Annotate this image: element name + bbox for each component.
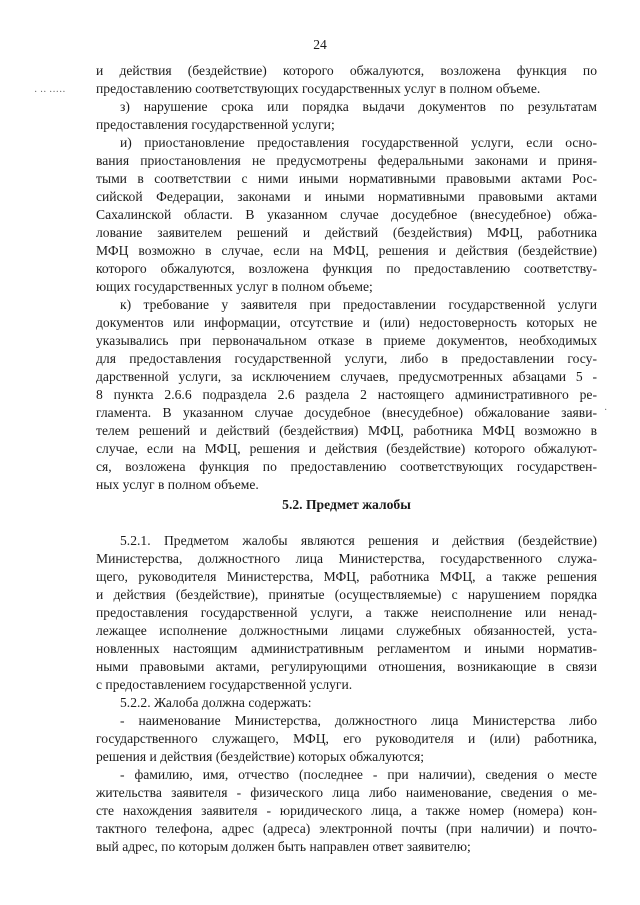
- text-line: з) нарушение срока или порядка выдачи документов по результатам: [120, 99, 597, 114]
- page-number: 24: [313, 37, 327, 52]
- text-line: тактного телефона, адрес (адреса) электронной почты (при наличии) и почто-: [96, 821, 597, 836]
- text-line: телем решений и действий (бездействия) МФЦ, работника МФЦ возможно в: [96, 423, 597, 438]
- text-line: 8 пункта 2.6.6 подраздела 2.6 раздела 2 настоящего административного ре-: [96, 387, 597, 402]
- text-line: щего, руководителя Министерства, МФЦ, работника МФЦ, а также решения: [96, 569, 597, 584]
- text-line: предоставления государственной услуги, а также неисполнение или ненад-: [96, 605, 597, 620]
- text-line: - фамилию, имя, отчество (последнее - при наличии), сведения о месте: [120, 767, 597, 782]
- text-line: вания приостановления не предусмотрены федеральными законами и приня-: [96, 153, 597, 168]
- text-line: сийской Федерации, законами и иными нормативными правовыми актами: [96, 189, 597, 204]
- text-line: лежащее исполнение должностными лицами служебных обязанностей, уста-: [96, 623, 597, 638]
- text-line: которого обжалуются, возложена функция по предоставлению соответству-: [96, 261, 597, 276]
- text-line: дарственной услуги, за исключением случаев, предусмотренных абзацами 5 -: [96, 369, 597, 384]
- text-line: государственного служащего, МФЦ, его руководителя и (или) работника,: [96, 731, 597, 746]
- text-line: и действия (бездействие), принятые (осуществляемые) с нарушением порядка: [96, 587, 597, 602]
- text-line: тыми в соответствии с ними иными нормативными правовыми актами Рос-: [96, 171, 597, 186]
- text-line: МФЦ возможно в случае, если на МФЦ, решения и действия (бездействие): [96, 243, 597, 258]
- text-line: ющих государственных услуг в полном объеме;: [96, 279, 373, 294]
- text-line: и) приостановление предоставления государственной услуги, если осно-: [120, 135, 597, 150]
- text-line: ных услуг в полном объеме.: [96, 477, 259, 492]
- text-line: Министерства, должностного лица Министерства, государственного служа-: [96, 551, 597, 566]
- scan-artifact-mark-right: ·: [604, 405, 608, 416]
- text-line: 5.2.1. Предметом жалобы являются решения и действия (бездействие): [120, 533, 597, 548]
- text-line: предоставлению соответствующих государственных услуг в полном объеме.: [96, 81, 541, 96]
- text-line: гламента. В указанном случае досудебное (внесудебное) обжалование заяви-: [96, 405, 597, 420]
- text-line: новленных настоящим административным регламентом и иными норматив-: [96, 641, 597, 656]
- text-line: жительства заявителя - физического лица либо наименование, сведения о ме-: [96, 785, 597, 800]
- text-line: с предоставлением государственной услуги.: [96, 677, 353, 692]
- text-line: - наименование Министерства, должностного лица Министерства либо: [120, 713, 597, 728]
- text-line: к) требование у заявителя при предоставлении государственной услуги: [120, 297, 597, 312]
- section-heading: 5.2. Предмет жалобы: [282, 497, 411, 512]
- text-line: решения и действия (бездействие) которых обжалуются;: [96, 749, 425, 764]
- text-line: лование заявителем решений и действий (бездействия) МФЦ, работника: [96, 225, 597, 240]
- text-line: Сахалинской области. В указанном случае досудебное (внесудебное) обжа-: [96, 207, 597, 222]
- text-line: документов или информации, отсутствие и (или) недостоверность которых не: [96, 315, 597, 330]
- text-line: предоставления государственной услуги;: [96, 117, 335, 132]
- text-line: ными правовыми актами, регулирующими отношения, возникающие в связи: [96, 659, 597, 674]
- text-line: 5.2.2. Жалоба должна содержать:: [120, 695, 312, 710]
- text-line: указывались при первоначальном отказе в приеме документов, необходимых: [96, 333, 597, 348]
- text-line: и действия (бездействие) которого обжалуются, возложена функция по: [96, 63, 597, 78]
- scan-artifact-mark: · ·· ·····: [34, 87, 66, 98]
- text-line: сте нахождения заявителя - юридического лица, а также номер (номера) кон-: [96, 803, 597, 818]
- text-line: ся, возложена функция по предоставлению соответствующих государствен-: [96, 459, 597, 474]
- text-line: случае, если на МФЦ, решения и действия (бездействие) которого обжалуют-: [96, 441, 597, 456]
- text-line: для предоставления государственной услуги, либо в предоставлении госу-: [96, 351, 597, 366]
- text-line: вый адрес, по которым должен быть направлен ответ заявителю;: [96, 839, 471, 854]
